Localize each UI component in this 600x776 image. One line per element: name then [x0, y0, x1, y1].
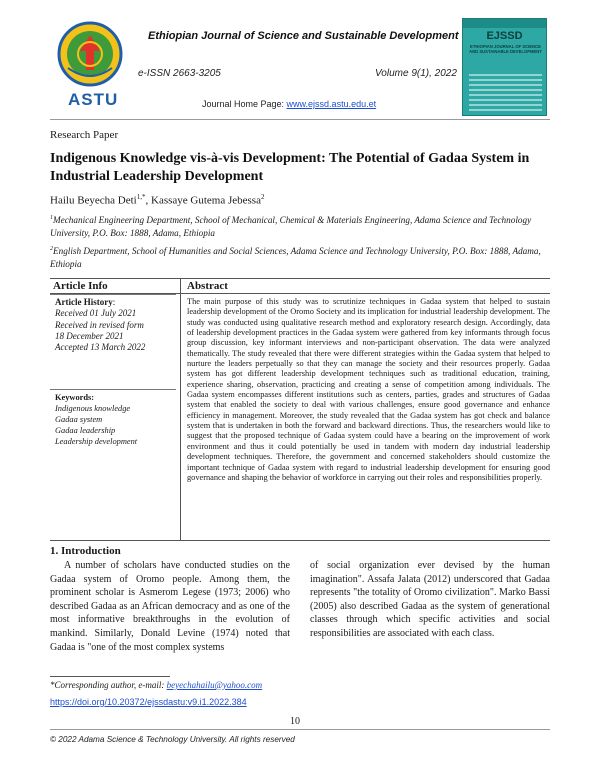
keywords-colon: :: [91, 393, 95, 402]
doi-link[interactable]: https://doi.org/10.20372/ejssdastu:v9.i1.2022.384: [50, 697, 247, 707]
article-info-heading: Article Info: [53, 280, 108, 292]
footnote-label: Corresponding author, e-mail:: [54, 680, 167, 690]
keywords-label: Keywords: [55, 393, 92, 402]
author-2: Kassaye Gutema Jebessa: [151, 194, 261, 207]
author-separator: ,: [145, 194, 151, 207]
copyright: © 2022 Adama Science & Technology University. All rights reserved: [50, 735, 295, 744]
revised-line-1: Received in revised form: [55, 319, 144, 330]
keyword-item: Leadership development: [55, 437, 138, 446]
box-bottom-rule: [50, 540, 550, 541]
keyword-item: Indigenous knowledge: [55, 404, 131, 413]
paper-type: Research Paper: [50, 129, 119, 141]
affiliation-1-text: Mechanical Engineering Department, School of Mechanical, Chemical & Materials Engineering, Adama Science and Technology University, P.O. Box: 1888, Adama, Ethiopia: [50, 215, 532, 239]
history-colon: :: [112, 297, 116, 307]
volume-info: Volume 9(1), 2022: [375, 68, 457, 79]
footnote-mark: *: [50, 680, 55, 690]
author-1-mark: 1,*: [136, 193, 146, 201]
affiliation-1: [50, 212, 550, 240]
abstract-heading: Abstract: [187, 280, 228, 292]
info-rule-2: [50, 389, 176, 390]
cover-subtitle: ETHIOPIAN JOURNAL OF SCIENCE AND SUSTAINABLE DEVELOPMENT: [469, 44, 542, 55]
box-top-rule: [50, 278, 550, 279]
history-label: Article History: [55, 297, 113, 307]
issn: e-ISSN 2663-3205: [138, 68, 221, 79]
homepage-label: Journal Home Page:: [202, 99, 287, 109]
cover-decoration: [469, 74, 542, 114]
journal-cover-thumbnail: [462, 18, 547, 116]
introduction-heading: 1. Introduction: [50, 545, 121, 557]
logo-text: ASTU: [68, 90, 119, 109]
journal-header: [50, 16, 550, 120]
keywords: [55, 392, 175, 447]
keyword-item: Gadaa leadership: [55, 426, 116, 435]
journal-title: Ethiopian Journal of Science and Sustainable Development: [148, 30, 459, 42]
page-number: 10: [290, 716, 300, 727]
box-column-rule: [180, 278, 181, 540]
astu-logo: [54, 18, 126, 116]
abstract-text: The main purpose of this study was to scrutinize techniques in Gadaa system that helped to sustain leadership development of the Oromo Society and its implication for industrial leadership development. The study was conducted using qualitative research method and exploratory research design. Accordingly, data of leadership development practices in the Gadaa system were gathered from key informants through focus group discussion, key informant interviews and non-participant observation. The data were analyzed thematically. The study revealed that there were different strategies within the Gadaa system that helped to nurture the leaders perpetually so that they can manage the society and their resources properly. Gadaa system has got different leadership development techniques such as traditional education, training, experience sharing, observation, practicing and creating a sense of competition among individuals. The Gadaa system encompasses different institutions such as centers, parties, grades and structures of Gadaa system that enabled the society to deal with various challenges, ensure good governance and enhance efficiency in management. Moreover, the study revealed that the Gadaa system has got check and balance system that is undertaken in both the forward and backward directions. Thus, the researchers would like to suggest that the proposed technique of Gadaa system could have a bearing on the improvement of work environment and thus it could potentially be used in tandem with modern day industrial leadership development techniques. Therefore, the government and concerned stakeholders should customize the important technique of Gadaa system with regard to industrial leadership development for ensuring good governance and shaping the behavior of workforce in carrying out their roles and responsibilities properly.: [187, 297, 550, 482]
introduction-column-2: of social organization ever devised by the human imagination". Assafa Jalata (2012) underscored that Gadaa represents "the totality of Oromo civilization". Marko Bassi (2005) also described Gadaa as the system of generational classes through which specific activities and social responsibilities are associated with each class.: [310, 560, 550, 639]
footer-rule: [50, 729, 550, 730]
affiliation-2: [50, 243, 550, 271]
keyword-item: Gadaa system: [55, 415, 103, 424]
received-date: Received 01 July 2021: [55, 308, 137, 319]
cover-title: EJSSD: [486, 30, 523, 42]
corresponding-email-link[interactable]: beyechahailu@yahoo.com: [166, 680, 263, 690]
affiliation-1-mark: 1: [50, 215, 53, 221]
revised-line-2: 18 December 2021: [55, 330, 124, 341]
article-history: [55, 297, 175, 353]
paper-title: Indigenous Knowledge vis-à-vis Development: The Potential of Gadaa System in Industrial Leadership Development: [50, 151, 530, 184]
author-1: Hailu Beyecha Deti: [50, 194, 137, 207]
astu-emblem-icon: [54, 18, 126, 90]
cover-band: [463, 19, 546, 28]
footnote-rule: [50, 676, 170, 677]
homepage-link[interactable]: www.ejssd.astu.edu.et: [286, 99, 377, 109]
accepted-date: Accepted 13 March 2022: [55, 342, 146, 353]
introduction-column-1: A number of scholars have conducted studies on the Gadaa system of Oromo people. Among them, the prominent scholar is Asmerom Legese (1973; 2006) who described Gadaa as an African democracy and as one of the most informative breakthroughs in the evolution of mankind. Similarly, Donald Levine (1974) noted that Gadaa is "one of the most complex systems: [50, 560, 290, 653]
affiliation-2-mark: 2: [50, 246, 53, 252]
authors: [50, 193, 264, 207]
info-rule-1: [50, 294, 176, 295]
journal-homepage: [202, 99, 376, 109]
affiliation-2-text: English Department, School of Humanities and Social Sciences, Adama Science and Technology University, P.O. Box: 1888, Adama, Ethiopia: [50, 246, 541, 270]
footnote: [50, 680, 262, 690]
author-2-mark: 2: [260, 193, 265, 201]
